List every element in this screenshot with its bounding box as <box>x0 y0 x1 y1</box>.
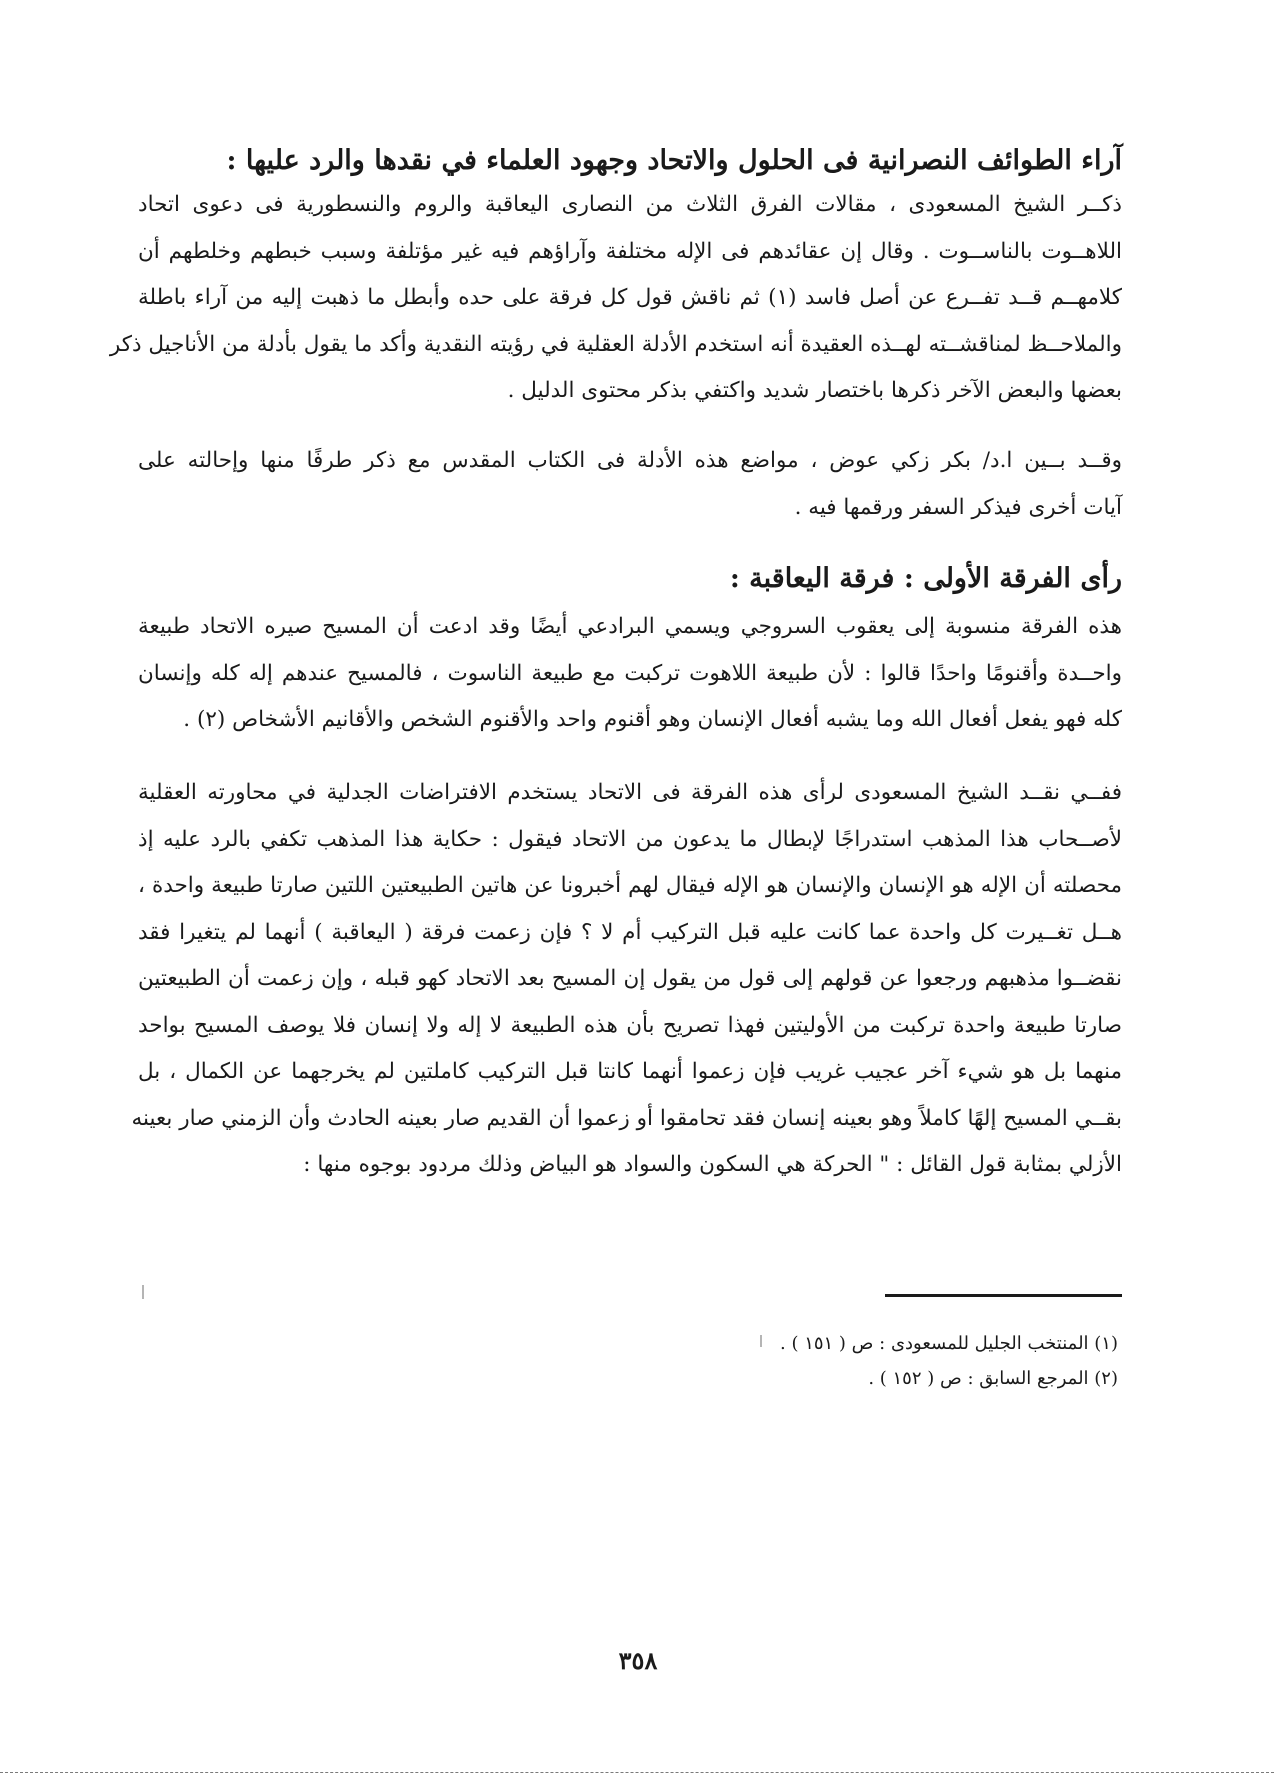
paragraph-line: لأصــحاب هذا المذهب استدراجًا لإبطال ما يدعون من الاتحاد فيقول : حكاية هذا المذهب تكفي بالرد عليه إذ <box>138 826 1122 852</box>
paragraph-line: بعضها والبعض الآخر ذكرها باختصار شديد واكتفي بذكر محتوى الدليل . <box>507 378 1122 403</box>
scan-mark <box>760 1335 762 1347</box>
paragraph-line: واحــدة وأقنومًا واحدًا قالوا : لأن طبيعة اللاهوت تركبت مع طبيعة الناسوت ، فالمسيح عندهم إله كله وإنسان <box>138 660 1122 686</box>
paragraph-line: نقضــوا مذهبهم ورجعوا عن قولهم إلى قول من يقول إن المسيح بعد الاتحاد كهو قبله ، وإن زعمت أن الطبيعتين <box>138 966 1122 991</box>
scan-edge-line <box>0 1772 1274 1774</box>
paragraph-line: كلامهــم قــد تفــرع عن أصل فاسد (١) ثم ناقش قول كل فرقة على حده وأبطل ما ذهبت إليه من آراء باطلة <box>138 285 1123 310</box>
main-heading: آراء الطوائف النصرانية فى الحلول والاتحاد وجهود العلماء في نقدها والرد عليها : <box>226 145 1122 176</box>
paragraph-2 <box>138 438 1122 531</box>
paragraph-line: ففــي نقــد الشيخ المسعودى لرأى هذه الفرقة فى الاتحاد يستخدم الافتراضات الجدلية في محاورته العقلية <box>138 780 1122 805</box>
paragraph-line: محصلته أن الإله هو الإنسان والإنسان هو الإله فيقال لهم أخبرونا عن هاتين الطبيعتين اللتين صارتا طبيعة واحدة ، <box>138 873 1122 898</box>
paragraph-line: وقــد بــين ا.د/ بكر زكي عوض ، مواضع هذه الأدلة فى الكتاب المقدس مع ذكر طرفًا منها وإحالته على <box>138 448 1122 473</box>
paragraph-line: هذه الفرقة منسوبة إلى يعقوب السروجي ويسمي البرادعي أيضًا وقد ادعت أن المسيح صيره الاتحاد طبيعة <box>138 614 1122 639</box>
paragraph-line: آيات أخرى فيذكر السفر ورقمها فيه . <box>794 494 1122 520</box>
footnote-1: (١) المنتخب الجليل للمسعودى : ص ( ١٥١ ) . <box>780 1333 1118 1354</box>
paragraph-line: بقــي المسيح إلهًا كاملاً وهو بعينه إنسان فقد تحامقوا أو زعموا أن القديم صار بعينه الحادث وأن الزمني صار بعينه <box>131 1105 1122 1131</box>
page-number: ٣٥٨ <box>618 1646 658 1675</box>
footnote-divider <box>885 1294 1122 1297</box>
paragraph-line: صارتا طبيعة واحدة تركبت من الأوليتين فهذا تصريح بأن هذه الطبيعة لا إله ولا إنسان فلا يوصف المسيح بواحد <box>138 1012 1122 1038</box>
paragraph-4 <box>131 770 1122 1189</box>
footnote-2: (٢) المرجع السابق : ص ( ١٥٢ ) . <box>868 1368 1118 1389</box>
paragraph-line: هــل تغــيرت كل واحدة عما كانت عليه قبل التركيب أم لا ؟ فإن زعمت فرقة ( اليعاقبة ) أنهما لم يتغيرا فقد <box>138 919 1122 945</box>
paragraph-3 <box>138 604 1122 744</box>
paragraph-line: والملاحــظ لمناقشــته لهــذه العقيدة أنه استخدم الأدلة العقلية في رؤيته النقدية وأكد ما يقول بأدلة من الأناجيل ذكر <box>109 331 1122 357</box>
jacobite-heading: رأى الفرقة الأولى : فرقة اليعاقبة : <box>729 563 1122 594</box>
scan-mark <box>142 1285 144 1299</box>
paragraph-line: اللاهــوت بالناســوت . وقال إن عقائدهم فى الإله مختلفة وآراؤهم فيه غير مؤتلفة وسبب خبطهم وخلطهم أن <box>138 238 1122 264</box>
paragraph-line: منهما بل هو شيء آخر عجيب غريب فإن زعموا أنهما كانتا قبل التركيب كاملتين لم يخرجهما عن الكمال ، بل <box>138 1059 1122 1084</box>
paragraph-line: الأزلي بمثابة قول القائل : " الحركة هي السكون والسواد هو البياض وذلك مردود بوجوه منها : <box>303 1152 1122 1177</box>
paragraph-line: ذكــر الشيخ المسعودى ، مقالات الفرق الثلاث من النصارى اليعاقبة والروم والنسطورية فى دعوى اتحاد <box>138 192 1122 217</box>
paragraph-line: كله فهو يفعل أفعال الله وما يشبه أفعال الإنسان وهو أقنوم واحد والأقنوم الشخص والأقانيم الأشخاص (٢) . <box>183 707 1122 732</box>
paragraph-1 <box>109 182 1123 415</box>
footnotes <box>518 1326 1118 1396</box>
